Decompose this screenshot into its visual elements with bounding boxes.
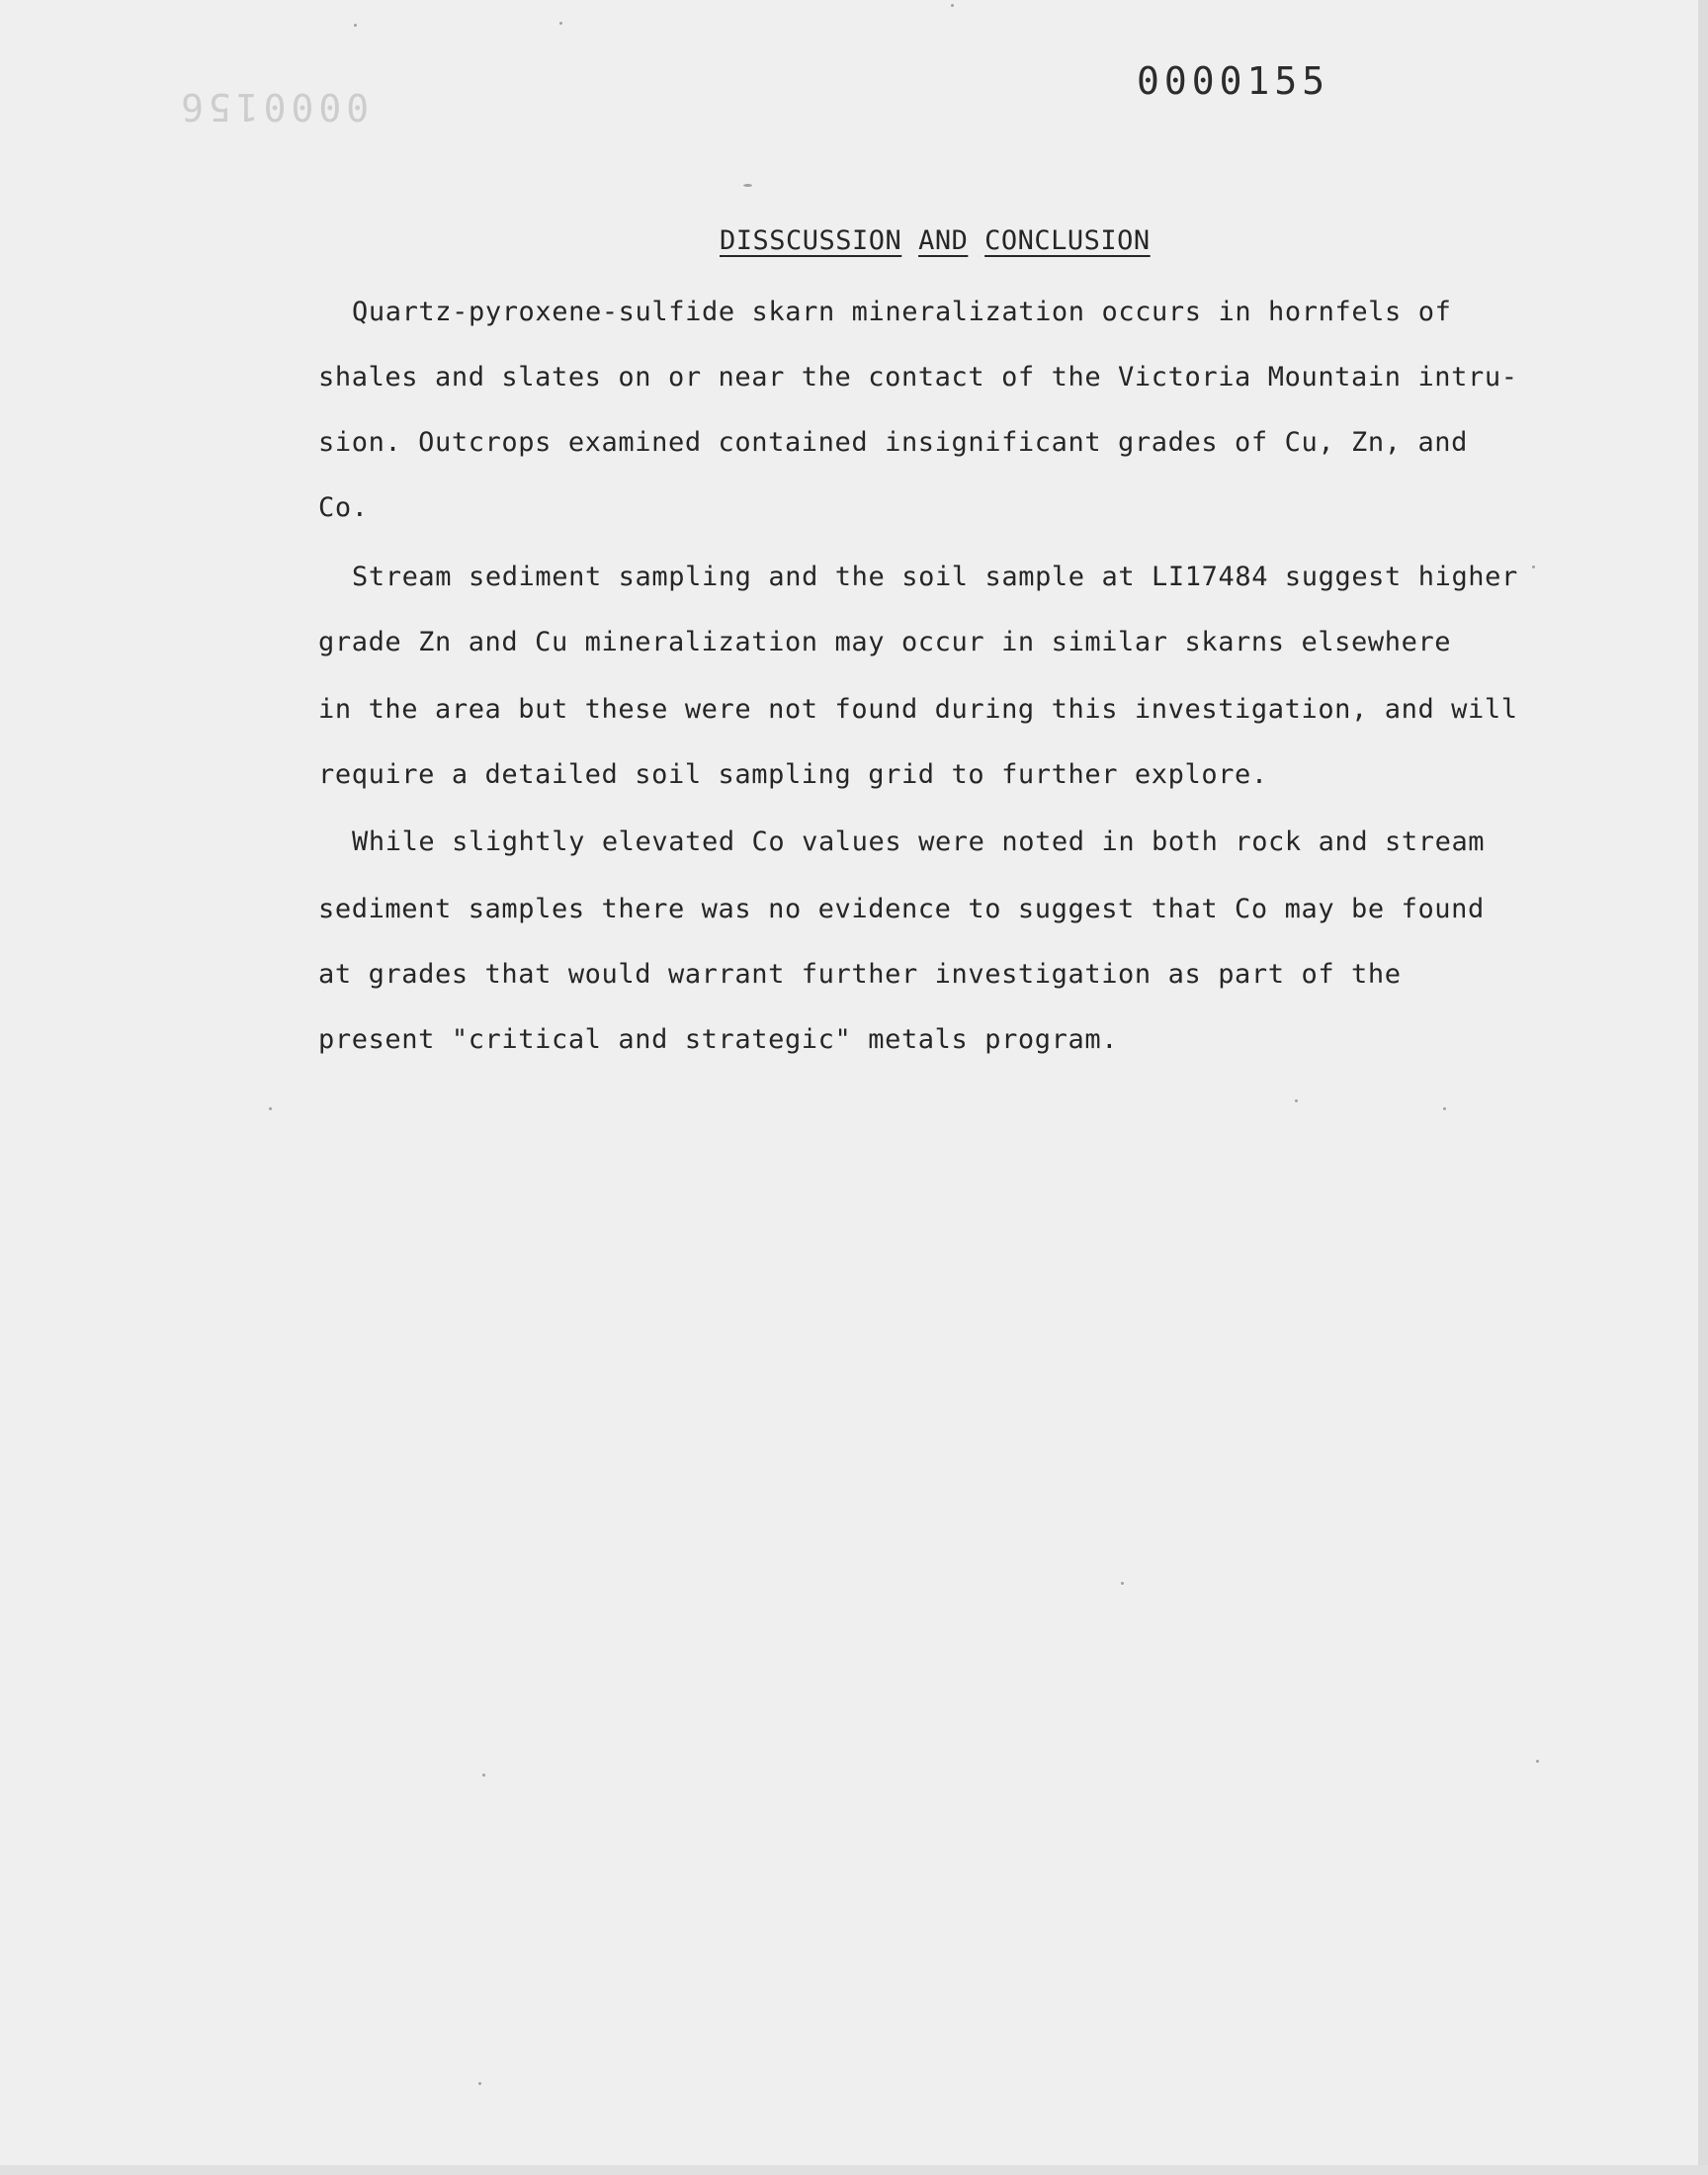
heading-word-and: AND [918, 225, 969, 256]
heading-word-disscussion: DISSCUSSION [720, 225, 902, 256]
section-heading [720, 225, 1151, 256]
page-edge-shadow-right [1698, 0, 1708, 2175]
scan-speck [1443, 1107, 1446, 1110]
bleed-through-page-number: 0000156 [176, 85, 370, 129]
heading-word-conclusion: CONCLUSION [984, 225, 1151, 256]
scan-speck [482, 1774, 485, 1777]
paragraph-1-line-2: shales and slates on or near the contact of the Victoria Mountain intru- [318, 362, 1518, 392]
scan-speck [354, 24, 357, 27]
paragraph-2-line-3: in the area but these were not found during this investigation, and will [318, 694, 1518, 725]
scan-speck [951, 4, 954, 7]
page-number: 0000155 [1137, 59, 1330, 103]
paragraph-3-line-2: sediment samples there was no evidence to suggest that Co may be found [318, 894, 1485, 924]
paragraph-2-line-1: Stream sediment sampling and the soil sample at LI17484 suggest higher [352, 562, 1518, 592]
scan-speck [478, 2082, 481, 2085]
page-edge-shadow-bottom [0, 2165, 1708, 2175]
scan-speck [559, 22, 562, 25]
scan-speck [743, 184, 752, 187]
paragraph-1-line-1: Quartz-pyroxene-sulfide skarn mineralization occurs in hornfels of [352, 297, 1452, 327]
scan-speck [1295, 1099, 1298, 1102]
paragraph-3-line-1: While slightly elevated Co values were noted in both rock and stream [352, 826, 1486, 857]
scan-speck [1532, 566, 1535, 568]
scan-speck [269, 1107, 272, 1110]
paragraph-2-line-4: require a detailed soil sampling grid to further explore. [318, 759, 1268, 790]
paragraph-3-line-4: present "critical and strategic" metals program. [318, 1024, 1119, 1055]
paragraph-1-line-3: sion. Outcrops examined contained insignificant grades of Cu, Zn, and [318, 427, 1469, 458]
paragraph-3-line-3: at grades that would warrant further investigation as part of the [318, 959, 1402, 990]
scan-speck [1536, 1760, 1539, 1763]
scan-speck [1121, 1582, 1124, 1585]
paragraph-2-line-2: grade Zn and Cu mineralization may occur in similar skarns elsewhere [318, 627, 1452, 657]
paragraph-1-line-4: Co. [318, 492, 369, 523]
